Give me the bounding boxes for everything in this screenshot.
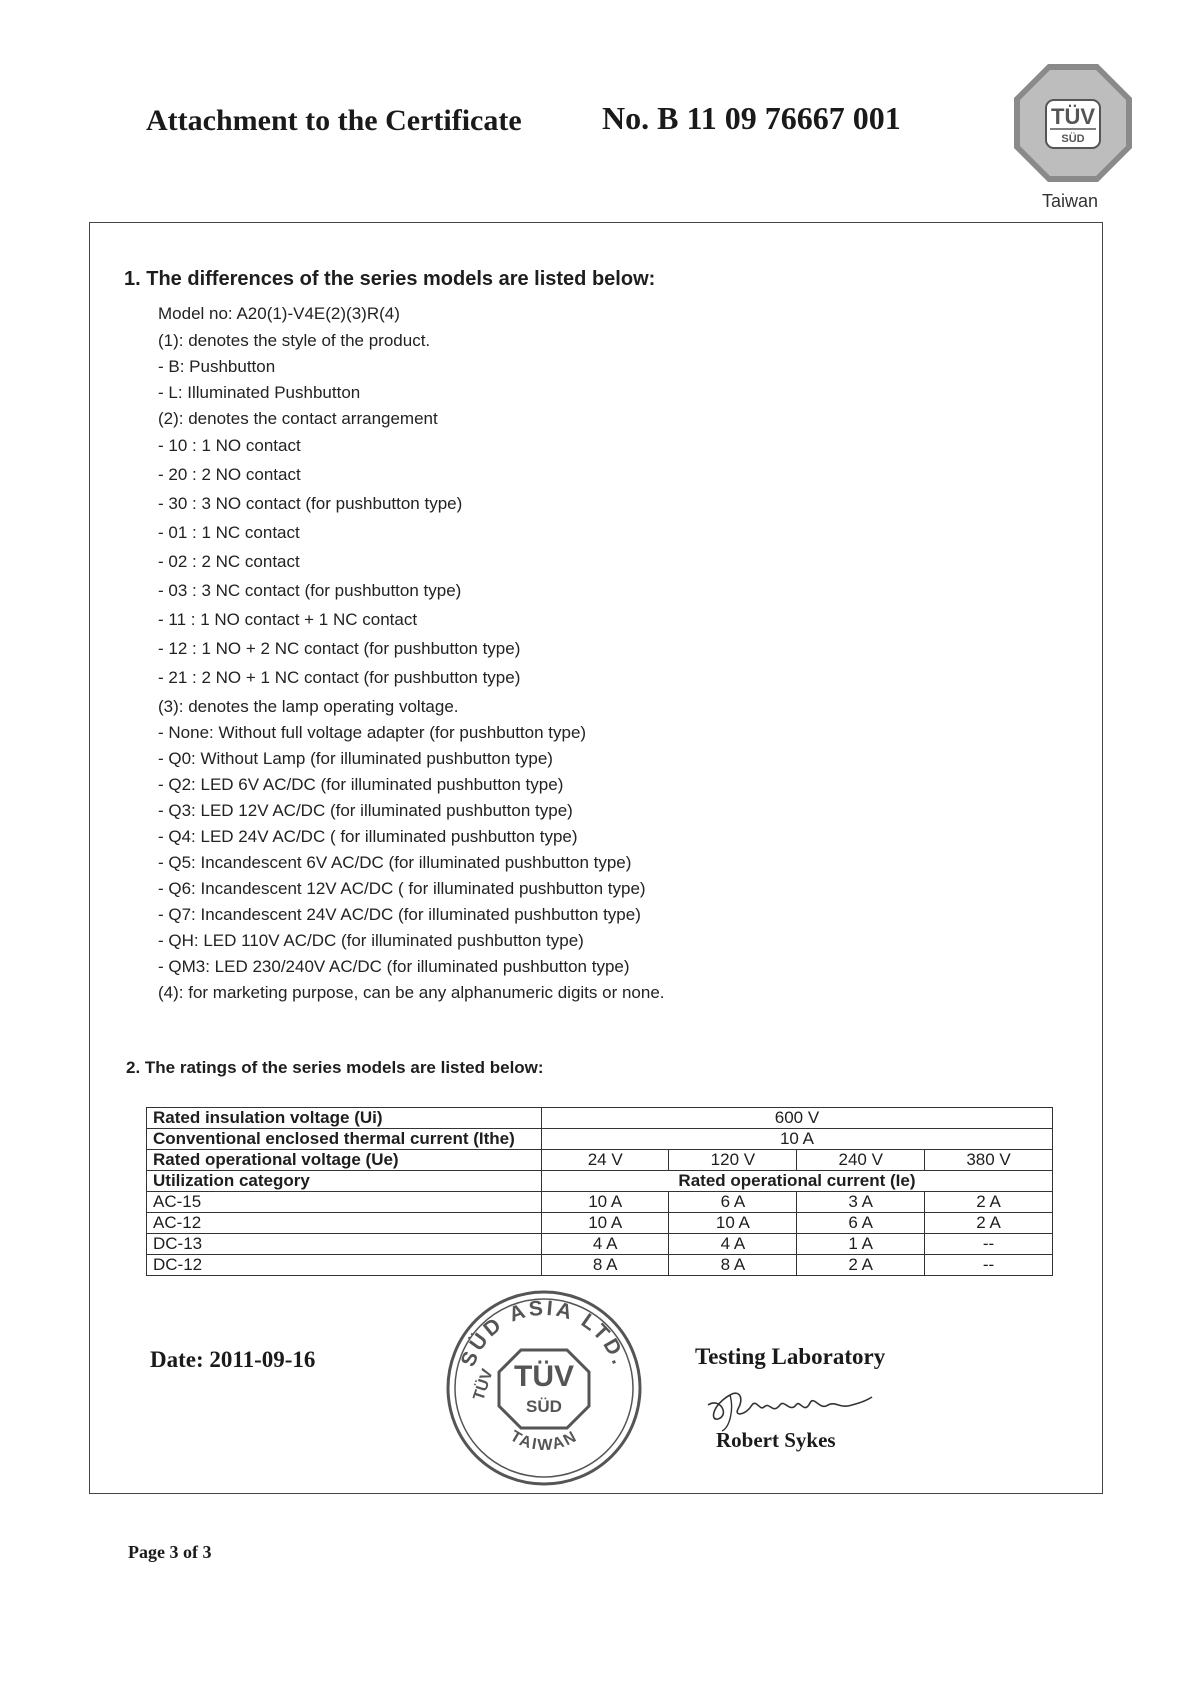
- branch-label: Taiwan: [1042, 191, 1099, 211]
- list-item: (2): denotes the contact arrangement: [158, 409, 438, 428]
- voltage-cell: 120 V: [669, 1150, 797, 1171]
- current-cell: 10 A: [541, 1192, 669, 1213]
- current-cell: 8 A: [541, 1255, 669, 1276]
- list-item: - Q6: Incandescent 12V AC/DC ( for illuminated pushbutton type): [158, 879, 646, 898]
- current-cell: --: [925, 1234, 1053, 1255]
- list-item: Model no: A20(1)-V4E(2)(3)R(4): [158, 304, 400, 323]
- tuv-sud-logo-icon: [1012, 62, 1134, 184]
- list-item: - Q4: LED 24V AC/DC ( for illuminated pushbutton type): [158, 827, 578, 846]
- section2-title: 2. The ratings of the series models are listed below:: [126, 1058, 544, 1077]
- table-row: [147, 1108, 1053, 1129]
- list-item: - L: Illuminated Pushbutton: [158, 383, 361, 402]
- list-item: - 01 : 1 NC contact: [158, 523, 300, 542]
- list-item: - Q3: LED 12V AC/DC (for illuminated pushbutton type): [158, 801, 573, 820]
- voltage-label: Rated operational voltage (Ue): [147, 1150, 542, 1171]
- current-cell: 4 A: [541, 1234, 669, 1255]
- seal-top-text: SÜD ASIA LTD.: [456, 1296, 632, 1370]
- list-item: - 03 : 3 NC contact (for pushbutton type): [158, 581, 462, 600]
- category-cell: DC-12: [147, 1255, 542, 1276]
- list-item: - 21 : 2 NO + 1 NC contact (for pushbutton type): [158, 668, 521, 687]
- section1-title: 1. The differences of the series models are listed below:: [124, 268, 656, 290]
- table-row: [147, 1129, 1053, 1150]
- table-row: [147, 1192, 1053, 1213]
- lab-title: Testing Laboratory: [695, 1344, 886, 1369]
- list-item: - None: Without full voltage adapter (for pushbutton type): [158, 723, 587, 742]
- list-item: - QM3: LED 230/240V AC/DC (for illuminated pushbutton type): [158, 957, 630, 976]
- current-cell: 2 A: [925, 1192, 1053, 1213]
- logo-text-bottom: SÜD: [1061, 133, 1085, 145]
- current-cell: 8 A: [669, 1255, 797, 1276]
- category-cell: DC-13: [147, 1234, 542, 1255]
- voltage-cell: 240 V: [797, 1150, 925, 1171]
- table-row: [147, 1150, 1053, 1171]
- seal-bottom-text: TAIWAN: [507, 1427, 581, 1455]
- seal-center-top: TÜV: [514, 1360, 574, 1393]
- voltage-cell: 24 V: [541, 1150, 669, 1171]
- ratings-table: [146, 1107, 1053, 1276]
- list-item: - 11 : 1 NO contact + 1 NC contact: [158, 610, 418, 629]
- current-cell: 4 A: [669, 1234, 797, 1255]
- list-item: - 30 : 3 NO contact (for pushbutton type): [158, 494, 463, 513]
- table-row: [147, 1255, 1053, 1276]
- current-cell: 3 A: [797, 1192, 925, 1213]
- list-item: - 20 : 2 NO contact: [158, 465, 301, 484]
- current-cell: 2 A: [925, 1213, 1053, 1234]
- seal-center-bottom: SÜD: [526, 1397, 562, 1416]
- category-cell: AC-12: [147, 1213, 542, 1234]
- list-item: - Q0: Without Lamp (for illuminated pushbutton type): [158, 749, 553, 768]
- table-row: [147, 1234, 1053, 1255]
- list-item: - 12 : 1 NO + 2 NC contact (for pushbutton type): [158, 639, 521, 658]
- current-label: Rated operational current (Ie): [541, 1171, 1052, 1192]
- certificate-number: No. B 11 09 76667 001: [602, 100, 901, 136]
- page-number: Page 3 of 3: [128, 1542, 212, 1562]
- current-cell: 2 A: [797, 1255, 925, 1276]
- thermal-value: 10 A: [541, 1129, 1052, 1150]
- svg-text:SÜD ASIA LTD.: [457, 1297, 632, 1370]
- logo-text-top: TÜV: [1051, 104, 1095, 129]
- current-cell: 10 A: [541, 1213, 669, 1234]
- list-item: - 02 : 2 NC contact: [158, 552, 300, 571]
- category-cell: AC-15: [147, 1192, 542, 1213]
- list-item: - Q7: Incandescent 24V AC/DC (for illuminated pushbutton type): [158, 905, 641, 924]
- company-seal-icon: [443, 1288, 645, 1488]
- document-title: Attachment to the Certificate: [146, 104, 522, 137]
- list-item: - 10 : 1 NO contact: [158, 436, 301, 455]
- voltage-cell: 380 V: [925, 1150, 1053, 1171]
- svg-text:TAIWAN: [507, 1428, 581, 1454]
- list-item: - B: Pushbutton: [158, 357, 276, 376]
- list-item: - QH: LED 110V AC/DC (for illuminated pushbutton type): [158, 931, 584, 950]
- list-item: - Q5: Incandescent 6V AC/DC (for illuminated pushbutton type): [158, 853, 632, 872]
- current-cell: 1 A: [797, 1234, 925, 1255]
- signer-name: Robert Sykes: [716, 1428, 836, 1452]
- current-cell: --: [925, 1255, 1053, 1276]
- list-item: (3): denotes the lamp operating voltage.: [158, 697, 459, 716]
- category-label: Utilization category: [147, 1171, 542, 1192]
- current-cell: 6 A: [669, 1192, 797, 1213]
- list-item: - Q2: LED 6V AC/DC (for illuminated pushbutton type): [158, 775, 564, 794]
- current-cell: 10 A: [669, 1213, 797, 1234]
- handwritten-signature-icon: [700, 1375, 880, 1435]
- insulation-value: 600 V: [541, 1108, 1052, 1129]
- list-item: (1): denotes the style of the product.: [158, 331, 431, 350]
- issue-date: Date: 2011-09-16: [150, 1347, 316, 1372]
- thermal-label: Conventional enclosed thermal current (Ithe): [147, 1129, 542, 1150]
- seal-left-text: TÜV: [470, 1367, 497, 1403]
- current-cell: 6 A: [797, 1213, 925, 1234]
- insulation-label: Rated insulation voltage (Ui): [147, 1108, 542, 1129]
- table-row: [147, 1171, 1053, 1192]
- table-row: [147, 1213, 1053, 1234]
- list-item: (4): for marketing purpose, can be any alphanumeric digits or none.: [158, 983, 665, 1002]
